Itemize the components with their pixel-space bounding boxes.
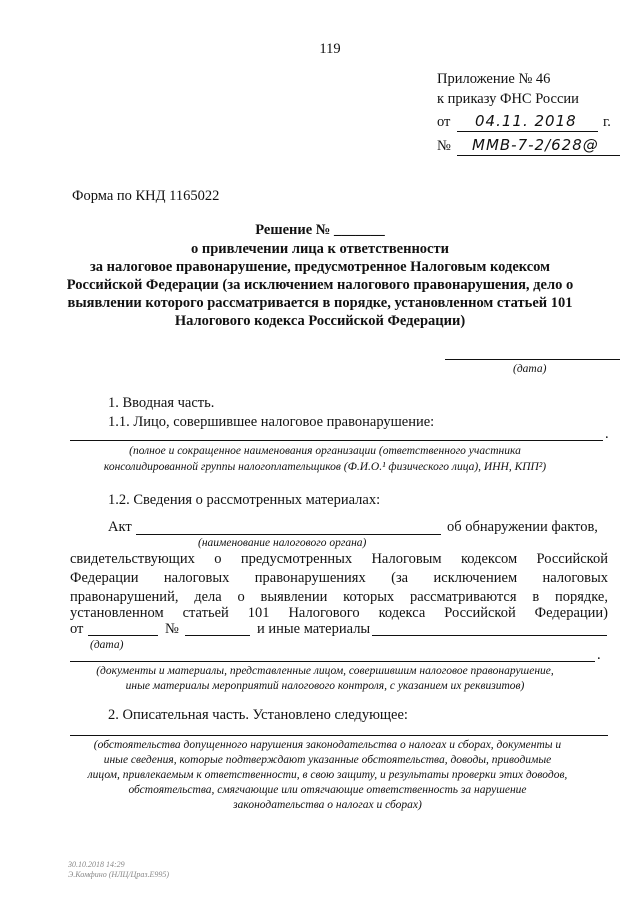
footer-operator: Э.Комфино (НЛЦ/Цраз.Е995) (68, 870, 170, 879)
act-caption: (наименование налогового органа) (198, 537, 367, 549)
from-date-line (88, 635, 158, 636)
number-label: № (165, 621, 179, 637)
act-suffix: об обнаружении фактов, (447, 519, 598, 535)
materials-caption-line1: (документы и материалы, представленные лицом, совершившим налоговое правонарушение, (96, 665, 554, 677)
form-code: Форма по КНД 1165022 (72, 188, 220, 204)
decision-date-caption: (дата) (513, 363, 547, 375)
act-fill-line (136, 534, 441, 535)
title-line4: Российской Федерации (за исключением налогового правонарушения, дело о (66, 277, 574, 293)
section1-heading: 1. Вводная часть. (108, 395, 215, 411)
section2-caption-line1: (обстоятельства допущенного нарушения законодательства о налогах и сборах, документы и (93, 739, 562, 751)
appendix-line2: к приказу ФНС России (437, 91, 579, 107)
section12-heading: 1.2. Сведения о рассмотренных материалах: (108, 492, 381, 508)
section1-item: 1.1. Лицо, совершившее налоговое правонарушение: (108, 414, 435, 430)
section1-caption-line2: консолидированной группы налогоплательщиков (Ф.И.О.¹ физического лица), ИНН, КПП²) (103, 461, 547, 473)
appendix-num-line (457, 155, 620, 156)
section2-fill-line (70, 735, 608, 736)
materials-para-line2: Федерации налоговых правонарушениях (за исключением налоговых (70, 570, 608, 586)
title-line5: выявлении которого рассматривается в порядке, установленном статьей 101 (67, 295, 573, 311)
title-line6: Налогового кодекса Российской Федерации) (174, 313, 466, 329)
title-line3: за налоговое правонарушение, предусмотренное Налоговым кодексом (89, 259, 551, 275)
appendix-date-handwritten: 04.11. 2018 (475, 112, 577, 130)
title-line2: о привлечении лица к ответственности (191, 241, 449, 257)
other-materials-label: и иные материалы (257, 621, 371, 637)
section2-caption-line5: законодательства о налогах и сборах) (233, 799, 422, 811)
materials-para-line4: установленном статьей 101 Налогового кодекса Российской Федерации) (70, 605, 608, 621)
decision-date-line (445, 359, 620, 360)
act-label: Акт (108, 519, 132, 535)
appendix-date-line (457, 131, 598, 132)
section1-fill-line (70, 440, 603, 441)
materials-fill-line (70, 661, 595, 662)
section2-caption-line2: иные сведения, которые подтверждают указанные обстоятельства, доводы, приводимые (103, 754, 552, 766)
section2-caption-line4: обстоятельства, смягчающие или отягчающие ответственность за нарушение (128, 784, 527, 796)
section1-caption-line1: (полное и сокращенное наименования организации (ответственного участника (129, 445, 521, 457)
appendix-date-prefix: от (437, 114, 451, 130)
footer-timestamp: 30.10.2018 14:29 (68, 860, 125, 869)
materials-caption-line2: иные материалы мероприятий налогового контроля, с указанием их реквизитов) (125, 680, 525, 692)
other-materials-line (372, 635, 607, 636)
appendix-date-suffix: г. (603, 114, 611, 130)
section2-heading: 2. Описательная часть. Установлено следующее: (108, 707, 408, 723)
materials-para-line1: свидетельствующих о предусмотренных Налоговым кодексом Российской (70, 551, 608, 567)
page-number: 119 (319, 41, 341, 57)
section2-caption-line3: лицом, привлекаемым к ответственности, в свою защиту, и результаты проверки этих доводов, (87, 769, 568, 781)
materials-end-dot: . (597, 647, 601, 663)
appendix-line1: Приложение № 46 (437, 71, 551, 87)
number-fill-line (185, 635, 250, 636)
materials-date-caption: (дата) (90, 639, 124, 651)
appendix-num-prefix: № (437, 138, 451, 154)
appendix-num-handwritten: ММВ-7-2/628@ (472, 136, 599, 154)
materials-para-line3: правонарушений, дела о выявлении которых рассматриваются в порядке, (70, 589, 608, 605)
from-label: от (70, 621, 84, 637)
section1-end-dot: . (605, 426, 609, 442)
title-line1: Решение № _______ (255, 222, 385, 238)
